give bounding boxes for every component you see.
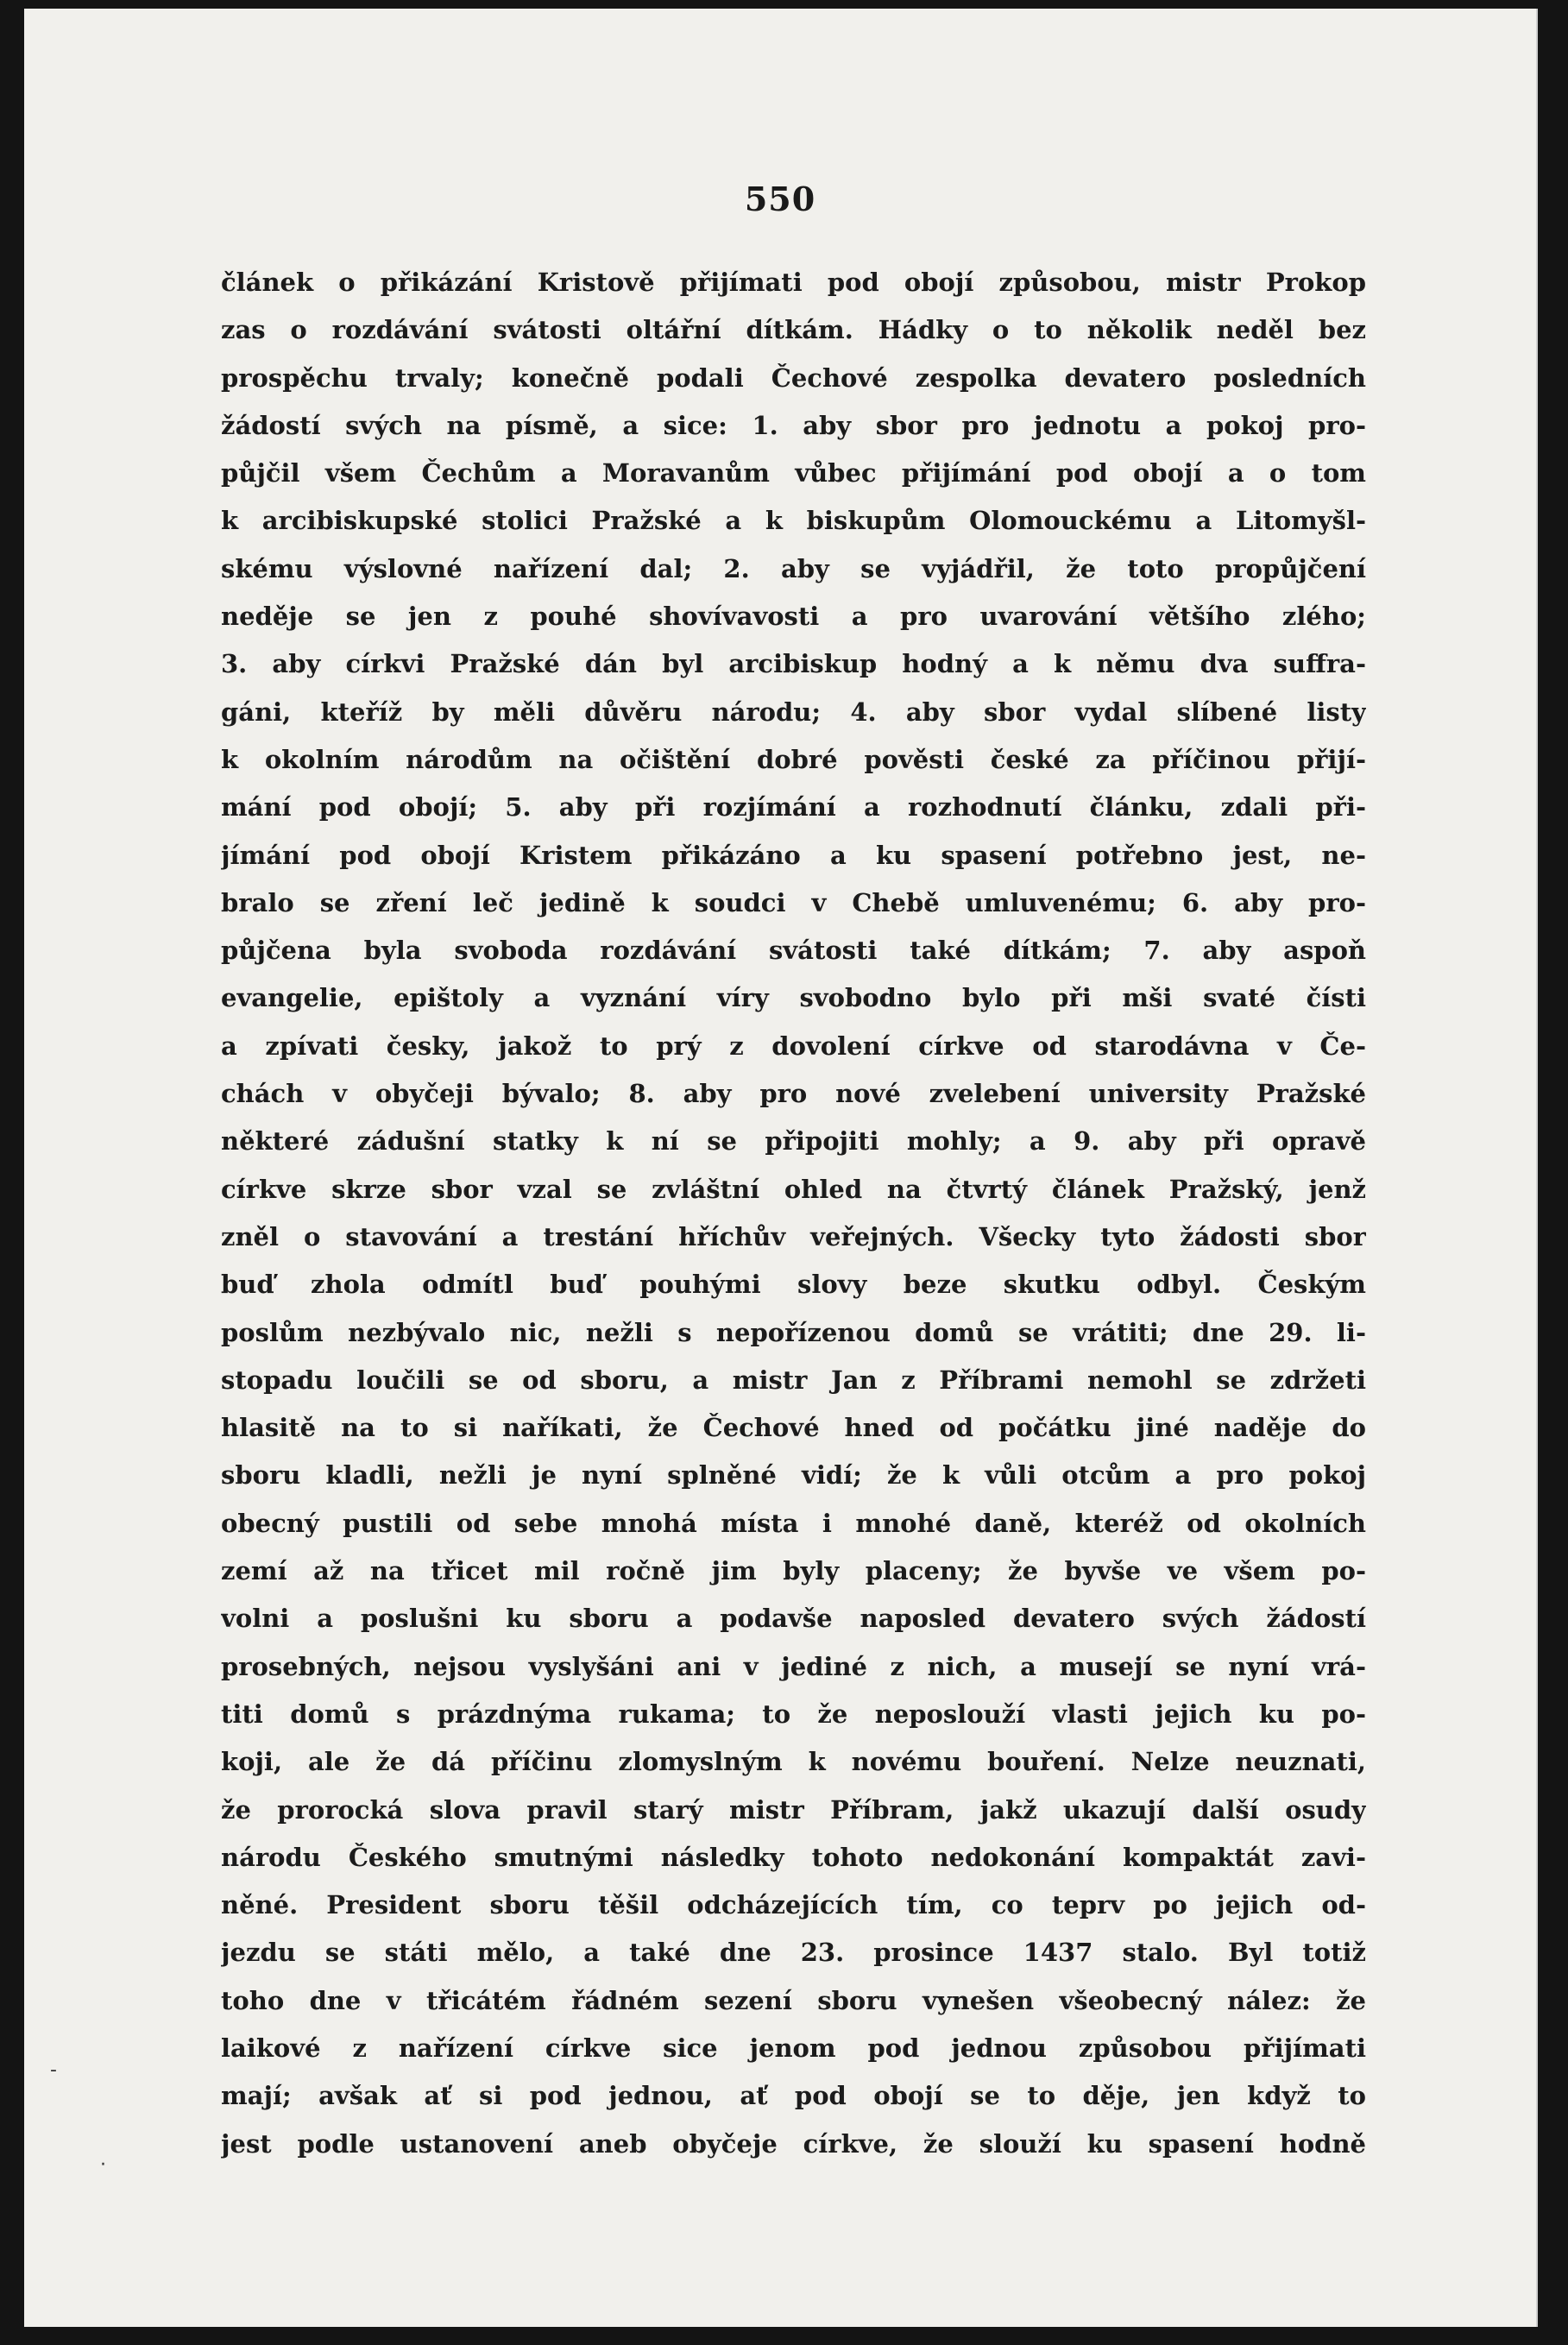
text-line: evangelie, epištoly a vyznání víry svobodno bylo při mši svaté čísti [221, 983, 1366, 1013]
text-line: gáni, kteříž by měli důvěru národu; 4. aby sbor vydal slíbené listy [221, 697, 1366, 727]
text-line: stopadu loučili se od sboru, a mistr Jan z Příbrami nemohl se zdržeti [221, 1365, 1366, 1395]
margin-mark: · [100, 2154, 106, 2176]
text-line: buď zhola odmítl buď pouhými slovy beze skutku odbyl. Českým [221, 1270, 1366, 1300]
text-line: laikové z nařízení církve sice jenom pod jednou způsobou přijímati [221, 2033, 1366, 2063]
text-line: národu Českého smutnými následky tohoto nedokonání kompaktát zavi- [221, 1842, 1366, 1872]
text-line: chách v obyčeji bývalo; 8. aby pro nové zvelebení university Pražské [221, 1079, 1366, 1109]
text-line: neděje se jen z pouhé shovívavosti a pro uvarování většího zlého; [221, 602, 1366, 632]
page-number: 550 [744, 180, 816, 218]
text-line: hlasitě na to si naříkati, že Čechové hned od počátku jiné naděje do [221, 1413, 1366, 1443]
text-line: koji, ale že dá příčinu zlomyslným k novému bouření. Nelze neuznati, [221, 1747, 1366, 1777]
text-line: a zpívati česky, jakož to prý z dovolení církve od starodávna v Če- [221, 1031, 1366, 1061]
text-line: žádostí svých na písmě, a sice: 1. aby sbor pro jednotu a pokoj pro- [221, 410, 1366, 440]
text-line: článek o přikázání Kristově přijímati pod obojí způsobou, mistr Prokop [221, 268, 1366, 297]
text-line: bralo se zření leč jedině k soudci v Chebě umluvenému; 6. aby pro- [221, 887, 1366, 917]
text-line: mání pod obojí; 5. aby při rozjímání a rozhodnutí článku, zdali při- [221, 792, 1366, 823]
text-line: jímání pod obojí Kristem přikázáno a ku spasení potřebno jest, ne- [221, 840, 1366, 870]
body-text [221, 259, 1366, 2168]
text-line: že prorocká slova pravil starý mistr Příbram, jakž ukazují další osudy [221, 1794, 1366, 1825]
text-line: prospěchu trvaly; konečně podali Čechové zespolka devatero posledních [221, 362, 1366, 393]
text-line: mají; avšak ať si pod jednou, ať pod obojí se to děje, jen když to [221, 2081, 1366, 2111]
text-line: obecný pustili od sebe mnohá místa i mnohé daně, kteréž od okolních [221, 1508, 1366, 1538]
text-line: církve skrze sbor vzal se zvláštní ohled na čtvrtý článek Pražský, jenž [221, 1174, 1366, 1204]
text-line: poslům nezbývalo nic, nežli s nepořízenou domů se vrátiti; dne 29. li- [221, 1317, 1366, 1347]
text-line: skému výslovné nařízení dal; 2. aby se vyjádřil, že toto propůjčení [221, 553, 1366, 583]
text-line: sboru kladli, nežli je nyní splněné vidí; že k vůli otcům a pro pokoj [221, 1460, 1366, 1491]
text-line: k arcibiskupské stolici Pražské a k biskupům Olomouckému a Litomyšl- [221, 506, 1366, 536]
book-page [24, 9, 1538, 2327]
text-line: zemí až na třicet mil ročně jim byly placeny; že byvše ve všem po- [221, 1556, 1366, 1586]
text-line: 3. aby církvi Pražské dán byl arcibiskup hodný a k němu dva suffra- [221, 649, 1366, 679]
text-line: prosebných, nejsou vyslyšáni ani v jediné z nich, a musejí se nyní vrá- [221, 1651, 1366, 1681]
text-line: půjčena byla svoboda rozdávání svátosti také dítkám; 7. aby aspoň [221, 936, 1366, 966]
text-line: něné. President sboru těšil odcházejících tím, co teprv po jejich od- [221, 1890, 1366, 1920]
text-line: zněl o stavování a trestání hříchův veřejných. Všecky tyto žádosti sbor [221, 1221, 1366, 1251]
text-line: k okolním národům na očištění dobré pověsti české za příčinou přijí- [221, 744, 1366, 774]
text-line: půjčil všem Čechům a Moravanům vůbec přijímání pod obojí a o tom [221, 458, 1366, 489]
text-line: jest podle ustanovení aneb obyčeje církve, že slouží ku spasení hodně [221, 2128, 1366, 2159]
margin-mark: - [50, 2059, 57, 2081]
text-line: volni a poslušni ku sboru a podavše naposled devatero svých žádostí [221, 1604, 1366, 1634]
text-line: některé zádušní statky k ní se připojiti mohly; a 9. aby při opravě [221, 1126, 1366, 1157]
text-line: jezdu se státi mělo, a také dne 23. prosince 1437 stalo. Byl totiž [221, 1938, 1366, 1968]
text-line: toho dne v třicátém řádném sezení sboru vynešen všeobecný nález: že [221, 1985, 1366, 2015]
text-line: titi domů s prázdnýma rukama; to že neposlouží vlasti jejich ku po- [221, 1699, 1366, 1729]
text-line: zas o rozdávání svátosti oltářní dítkám. Hádky o to několik neděl bez [221, 315, 1366, 345]
